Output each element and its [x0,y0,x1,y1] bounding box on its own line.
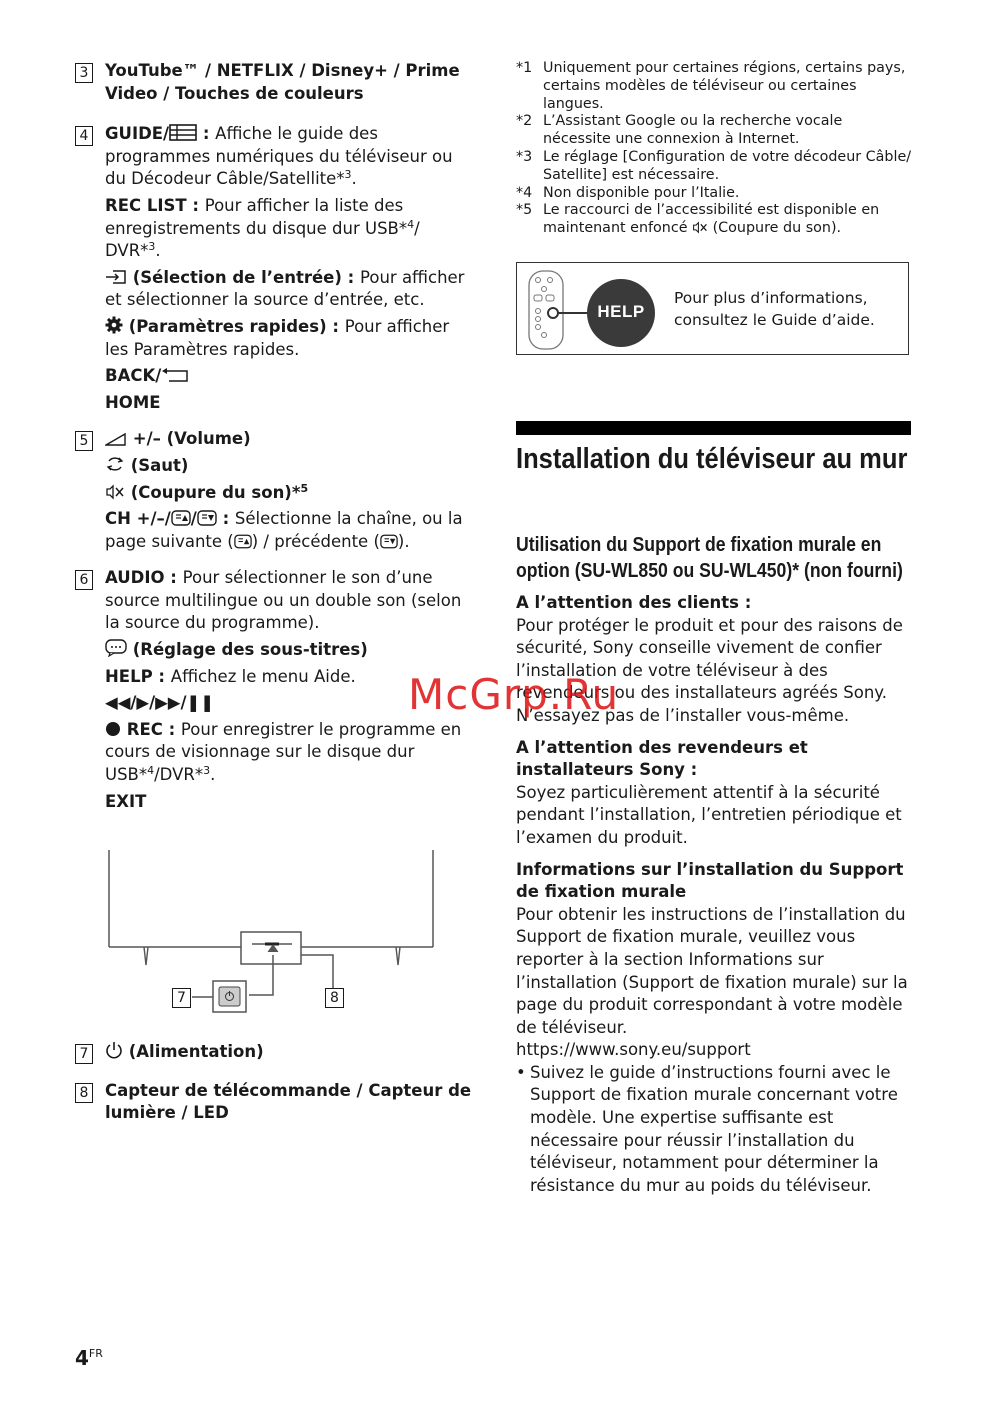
diagram-label-7: 7 [172,988,191,1008]
footnote-3 [516,149,912,185]
item-4 [75,123,475,414]
rec-list-text: Pour afficher la liste des enregistrements du disque dur USB* [105,195,408,238]
tv-diagram-svg [100,848,440,1013]
help-badge: HELP [597,302,645,321]
item-8 [75,1080,475,1125]
channel-text-3: ). [397,531,410,551]
page-down-icon [197,510,217,526]
item-7 [75,1041,475,1064]
rec-list-description [105,195,475,263]
item-number: 3 [75,63,93,83]
playback-controls: ◀◀/▶/▶▶/❚❚ [105,693,215,713]
footnote-ref: 4 [407,217,415,231]
rec-text: Pour enregistrer le programme en cours de visionnage sur le disque dur USB* [105,719,462,785]
help-text: Affichez le menu Aide. [170,666,356,686]
page-number [75,1343,103,1370]
page-up-icon [234,534,252,549]
dealers-heading: A l’attention des revendeurs et installateurs Sony : [516,737,808,780]
bullet-item [516,1062,912,1198]
power-label: (Alimentation) [123,1042,264,1061]
channel-line: CH +/–/ / : Sélectionne la chaîne, ou la page suivante ( ) / précédente ( ). [105,509,463,551]
guide-label: GUIDE/ [105,124,170,144]
subtitle-line [105,639,475,662]
record-dot-icon [105,721,121,737]
mute-icon [105,484,125,500]
diagram-label-8: 8 [325,988,344,1008]
audio-text: Pour sélectionner le son d’une source multilingue ou un double son (selon la source du programme). [105,568,462,633]
footnote-mark: *5 [516,202,533,219]
help-info-box [516,262,909,355]
item-5 [75,428,475,553]
footnote-2 [516,113,912,149]
gear-icon [105,316,123,334]
input-text: Pour afficher et sélectionner la source d’entrée, etc. [105,267,465,310]
footnote-text: Le réglage [Configuration de votre décodeur Câble/ Satellite] est nécessaire. [543,148,912,183]
channel-text-1: Sélectionne la chaîne, ou la page suivante ( [105,509,463,551]
footnote-1 [516,60,912,113]
back-arrow-icon [161,367,189,383]
dealers-text: Soyez particulièrement attentif à la sécurité pendant l’installation, l’entretien périodique et l’examen du produit. [516,782,902,847]
footnote-text: (Coupure du son). [708,220,842,237]
rec-list-end: . [155,241,161,261]
guide-end: . [351,169,357,189]
volume-line [105,428,475,451]
power-line [105,1041,475,1064]
footnote-ref: 3 [203,764,211,778]
support-url[interactable]: https://www.sony.eu/support [516,1040,751,1060]
item-number: 8 [75,1083,93,1103]
audio-line [105,567,475,635]
item-3 [75,60,475,105]
footnote-text: Non disponible pour l’Italie. [543,184,740,201]
guide-description [105,123,475,191]
volume-icon [105,432,127,446]
footnote-5 [516,202,912,238]
jump-icon [105,455,125,473]
quick-settings-description [105,316,475,361]
rec-list-label: REC LIST : [105,195,205,215]
sensor-label: Capteur de télécommande / Capteur de lumière / LED [105,1080,472,1123]
footnote-text: Le raccourci de l’accessibilité est disponible en maintenant enfoncé [543,202,880,237]
quick-settings-label: (Paramètres rapides) : [123,316,345,336]
help-label: HELP : [105,666,171,686]
footnotes [516,60,912,238]
item-title: YouTube™ / NETFLIX / Disney+ / Prime Video / Touches de couleurs [105,61,460,103]
section-subtitle: Utilisation du Support de fixation murale en option (SU-WL850 ou SU-WL450)* (non fourni) [516,533,903,582]
rec-label: REC : [121,719,181,739]
page-up-icon [171,510,191,526]
footnote-4 [516,185,912,203]
footnote-text: L’Assistant Google ou la recherche vocale nécessite une connexion à Internet. [543,113,843,148]
info-text: Pour obtenir les instructions de l’installation du Support de fixation murale, veuillez vous reporter à la section Informations sur l’installation (Support de fixation murale) sur la page du produit correspondant à votre modèle de téléviseur. [516,904,908,1037]
page-lang: FR [88,1347,103,1360]
guide-text: Affiche le guide des programmes numériques du téléviseur ou du Décodeur Câble/Satellite* [105,124,453,189]
back-label: BACK/ [105,366,162,386]
rec-text-mid: /DVR* [154,765,204,785]
exit-label: EXIT [105,791,147,811]
input-description [105,267,475,312]
watermark: McGrp.Ru [408,670,620,719]
channel-sep: : [216,509,235,529]
rec-list-text-mid: / DVR* [105,218,420,261]
back-description [105,365,475,388]
footnote-ref: 4 [147,764,155,778]
mute-icon [692,221,708,234]
home-label: HOME [105,392,161,412]
input-select-icon [105,269,127,285]
page-num: 4 [75,1346,89,1370]
tv-bottom-diagram [100,848,440,1013]
guide-list-icon [169,124,197,141]
item-number: 5 [75,431,93,451]
section-title: Installation du téléviseur au mur [516,443,908,475]
jump-line [105,455,475,478]
info-heading: Informations sur l’installation du Support de fixation murale [516,859,904,902]
volume-label: +/– (Volume) [127,429,251,449]
footnote-mark: *4 [516,184,533,201]
subtitle-label: (Réglage des sous-titres) [127,640,368,660]
rec-line [105,719,475,787]
audio-label: AUDIO : [105,568,183,588]
footnote-mark: *1 [516,60,533,76]
help-box-text: Pour plus d’informations, consultez le Guide d’aide. [674,289,875,329]
footnote-ref: 3 [148,240,156,254]
section-rule [516,421,911,435]
power-icon [105,1041,123,1059]
rec-end: . [210,765,216,785]
guide-sep: : [197,124,216,144]
guide-footnote-ref: 3 [344,168,352,182]
footnote-ref: 5 [300,481,309,495]
footnote-text: Uniquement pour certaines régions, certains pays, certains modèles de téléviseur ou certaines langues. [543,60,906,112]
input-label: (Sélection de l’entrée) : [127,267,360,287]
subtitle-icon [105,639,127,657]
footnote-mark: *2 [516,113,533,130]
mute-line [105,482,475,505]
bullet-text: Suivez le guide d’instructions fourni avec le Support de fixation murale concernant votre modèle. Une expertise suffisante est nécessaire pour réussir l’installation du téléviseur, notamment pour déterminer la résistance du mur au poids du téléviseur. [530,1062,898,1195]
mute-label: (Coupure du son)* [125,482,301,502]
page-down-icon [380,534,398,549]
clients-heading: A l’attention des clients : [516,593,752,612]
item-number: 4 [75,126,93,146]
channel-label: CH +/–/ [105,509,171,529]
item-number: 6 [75,570,93,590]
left-column-bottom [75,1041,475,1129]
quick-settings-text: Pour afficher les Paramètres rapides. [105,316,450,359]
clients-text: Pour protéger le produit et pour des raisons de sécurité, Sony conseille vivement de confier l’installation de votre téléviseur à des revendeurs ou des installateurs agréés Sony. N’essayez pas de l’installer vous-même. [516,615,903,725]
channel-text-2: ) / précédente ( [251,531,380,551]
jump-label: (Saut) [125,455,189,475]
footnote-mark: *3 [516,148,533,165]
bullet-dot: • [516,1062,526,1082]
item-number: 7 [75,1044,93,1064]
